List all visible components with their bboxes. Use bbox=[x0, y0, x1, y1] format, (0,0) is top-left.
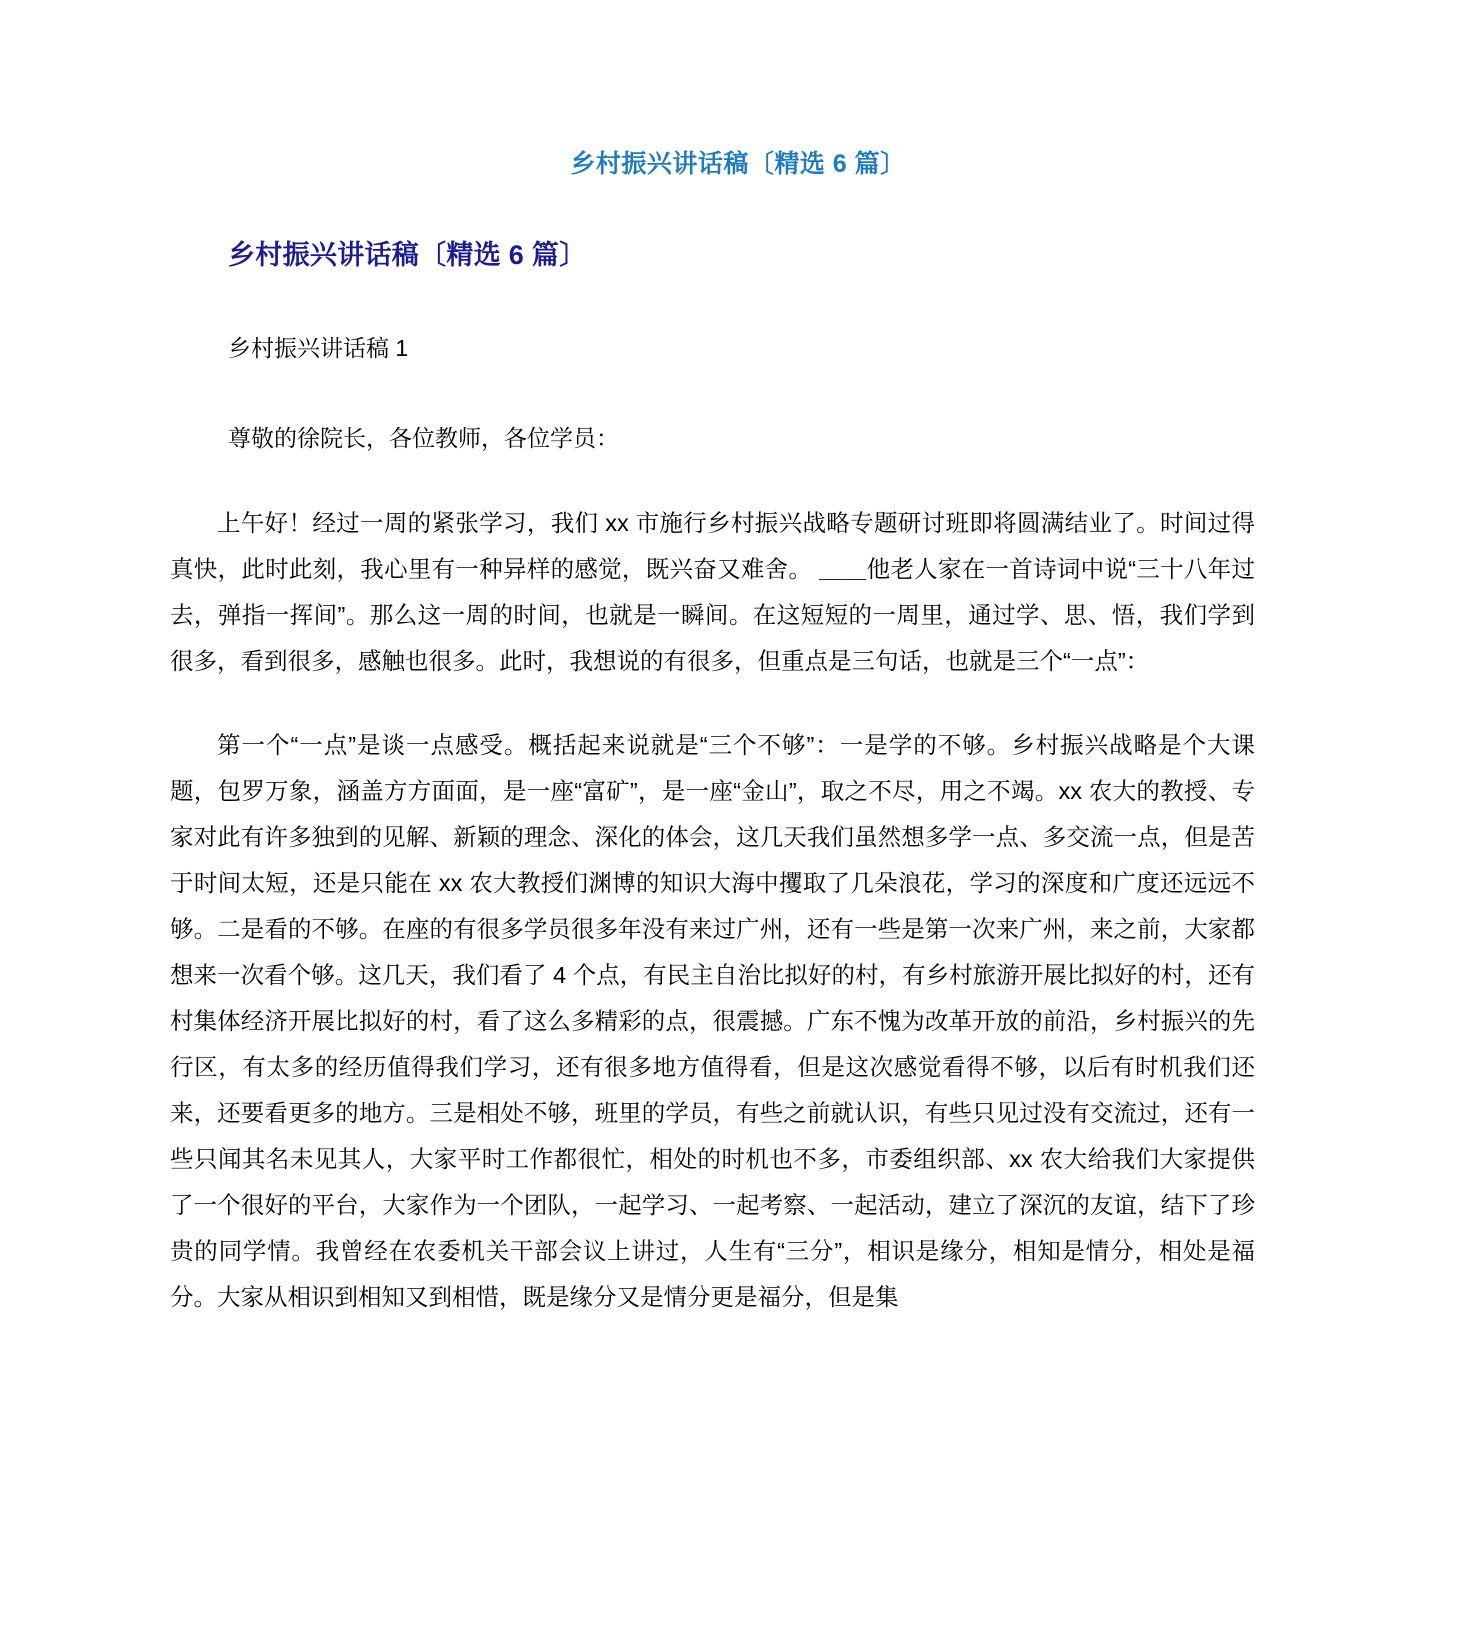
document-body bbox=[0, 273, 1476, 1320]
body-paragraph: 上午好！经过一周的紧张学习，我们 xx 市施行乡村振兴战略专题研讨班即将圆满结业了。时间过得真快，此时此刻，我心里有一种异样的感觉，既兴奋又难舍。 ＿＿他老人家在一首诗词中说“三十八年过去，弹指一挥间”。那么这一周的时间，也就是一瞬间。在这短短的一周里，通过学、思、悟，我们学到很多，看到很多，感触也很多。此时，我想说的有很多，但重点是三句话，也就是三个“一点”： bbox=[170, 509, 1255, 674]
page-title: 乡村振兴讲话稿〔精选 6 篇〕 bbox=[570, 150, 906, 178]
document-subtitle: 乡村振兴讲话稿〔精选 6 篇〕 bbox=[228, 239, 587, 270]
salutation-line: 尊敬的徐院长，各位教师，各位学员： bbox=[228, 425, 619, 452]
body-paragraph: 第一个“一点”是谈一点感受。概括起来说就是“三个不够”：一是学的不够。乡村振兴战略是个大课题，包罗万象，涵盖方方面面，是一座“富矿”，是一座“金山”，取之不尽，用之不竭。xx 农大的教授、专家对此有许多独到的见解、新颖的理念、深化的体会，这几天我们虽然想多学一点、多交流一点，但是苦于时间太短，还是只能在 xx 农大教授们渊博的知识大海中攫取了几朵浪花，学习的深度和广度还远远不够。二是看的不够。在座的有很多学员很多年没有来过广州，还有一些是第一次来广州，来之前，大家都想来一次看个够。这几天，我们看了 4 个点，有民主自治比拟好的村，有乡村旅游开展比拟好的村，还有村集体经济开展比拟好的村，看了这么多精彩的点，很震撼。广东不愧为改革开放的前沿，乡村振兴的先行区，有太多的经历值得我们学习，还有很多地方值得看，但是这次感觉看得不够，以后有时机我们还来，还要看更多的地方。三是相处不够，班里的学员，有些之前就认识，有些只见过没有交流过，还有一些只闻其名未见其人，大家平时工作都很忙，相处的时机也不多，市委组织部、xx 农大给我们大家提供了一个很好的平台，大家作为一个团队，一起学习、一起考察、一起活动，建立了深沉的友谊，结下了珍贵的同学情。我曾经在农委机关干部会议上讲过，人生有“三分”，相识是缘分，相知是情分，相处是福分。大家从相识到相知又到相惜，既是缘分又是情分更是福分，但是集 bbox=[170, 731, 1255, 1310]
section-label: 乡村振兴讲话稿 1 bbox=[228, 334, 409, 361]
